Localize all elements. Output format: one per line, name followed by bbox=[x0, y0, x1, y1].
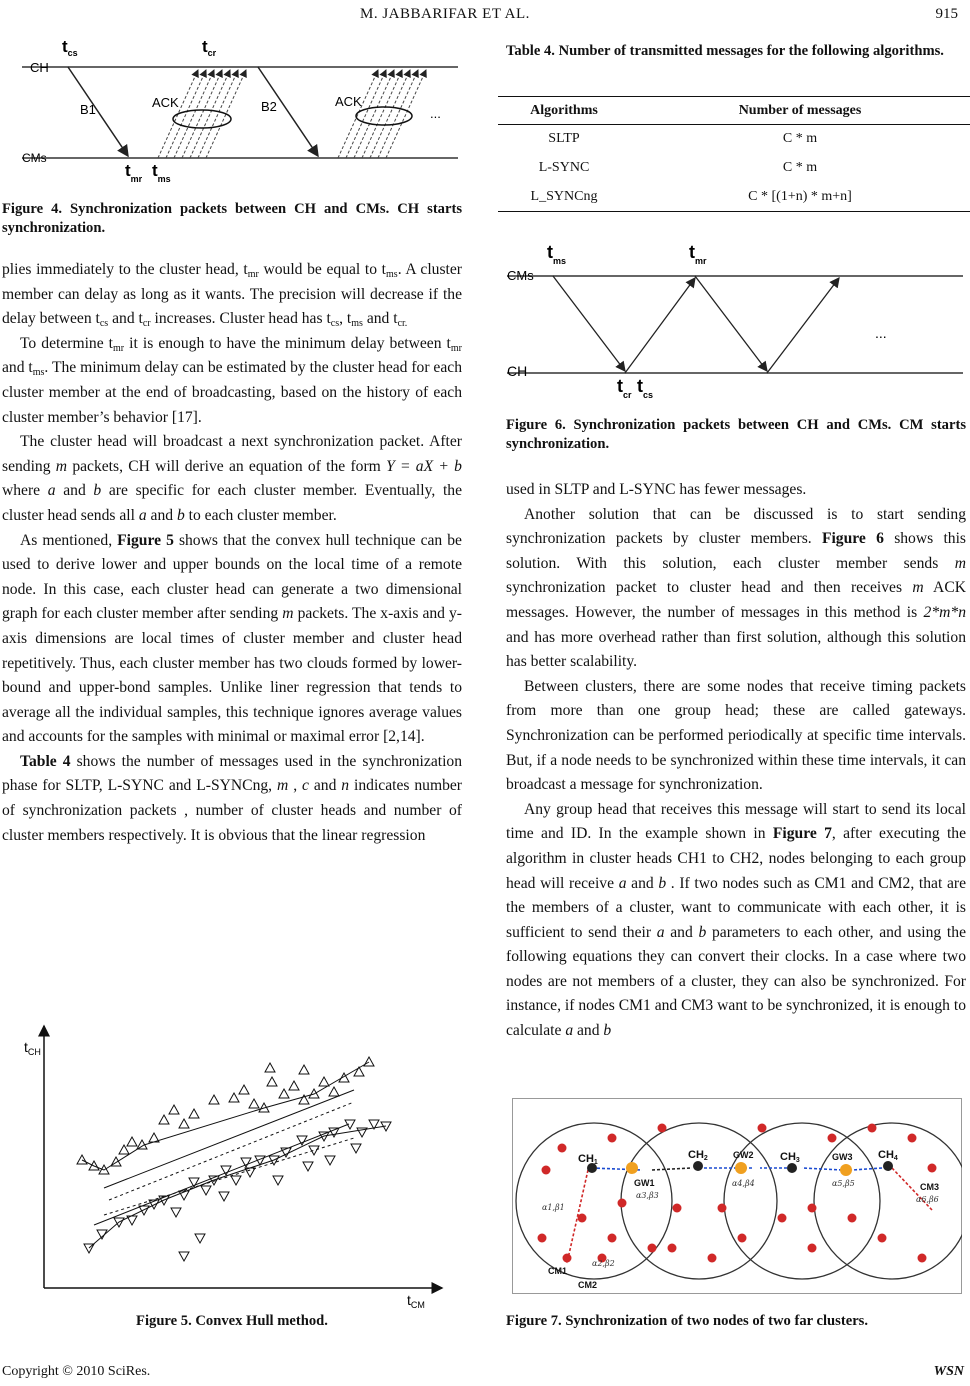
member-node-dot bbox=[608, 1134, 617, 1143]
figure-7-diagram bbox=[512, 1098, 962, 1294]
figure-4-diagram bbox=[18, 34, 463, 190]
upper-sample-marker bbox=[329, 1087, 339, 1096]
fig7-alpha-beta-4: α4,β4 bbox=[732, 1179, 755, 1188]
member-node-dot bbox=[778, 1214, 787, 1223]
running-title: M. JABBARIFAR ET AL. bbox=[360, 6, 530, 22]
lower-sample-marker bbox=[309, 1146, 319, 1155]
upper-sample-marker bbox=[209, 1095, 219, 1104]
fig7-ch3-label: CH3 bbox=[780, 1151, 800, 1164]
table-cell: C * m bbox=[782, 131, 818, 147]
member-node-dot bbox=[558, 1144, 567, 1153]
fig7-ch4-label: CH4 bbox=[878, 1149, 898, 1162]
upper-sample-marker bbox=[299, 1065, 309, 1074]
member-node-dot bbox=[608, 1234, 617, 1243]
member-node-dot bbox=[928, 1164, 937, 1173]
fig7-gw1-label: GW1 bbox=[634, 1178, 655, 1188]
lower-sample-marker bbox=[325, 1156, 335, 1165]
fig7-alpha-beta-6: α6,β6 bbox=[916, 1195, 939, 1204]
upper-sample-marker bbox=[289, 1081, 299, 1090]
member-node-dot bbox=[868, 1124, 877, 1133]
fig7-alpha-beta-2: α2,β2 bbox=[592, 1259, 615, 1268]
fig4-tmr-label: $t_{mr}$ bbox=[125, 161, 143, 184]
lower-sample-marker bbox=[195, 1234, 205, 1243]
fig4-ch-label: CH bbox=[30, 60, 49, 75]
lower-sample-marker bbox=[97, 1230, 107, 1239]
fig4-b2-label: B2 bbox=[261, 99, 277, 114]
member-node-dot bbox=[808, 1244, 817, 1253]
fig7-gw3-label: GW3 bbox=[832, 1152, 853, 1162]
member-node-dot bbox=[808, 1204, 817, 1213]
left-paragraph-3: The cluster head will broadcast a next synchronization packet. After sending m packets, CH will derive an equation of the form Y = aX + b where a and b are specific for each cluster member. Eventually, the cluster head sends all a and b to each cluster member. bbox=[2, 433, 463, 524]
fig7-ch2-label: CH2 bbox=[688, 1149, 708, 1162]
left-paragraph-4: As mentioned, Figure 5 shows that the convex hull technique can be used to derive lower and upper bounds on the local time of a remote node. In this case, each cluster head can generate a two dimensional graph for each cluster member after sending m packets. The x-axis and y-axis dimensions are local times of cluster member and cluster head repetitively. Thus, each cluster member has two clouds formed by lower-bound and upper-bond samples. Unlike liner regression that tends to average all the individual samples, this technique ignores average values and accounts for the samples with minimal or maximal error [2,14]. bbox=[2, 531, 462, 746]
fig6-cms-label: CMs bbox=[507, 268, 534, 283]
member-node-dot bbox=[618, 1199, 627, 1208]
figure-5-plot bbox=[14, 1020, 449, 1310]
member-node-dot bbox=[758, 1124, 767, 1133]
upper-sample-marker bbox=[265, 1063, 275, 1072]
table-header-algorithms: Algorithms bbox=[530, 102, 598, 118]
left-column-text bbox=[2, 258, 462, 848]
fig6-tmr-label: $t_{mr}$ bbox=[689, 242, 707, 266]
lower-sample-marker bbox=[303, 1162, 313, 1171]
table-cell: L-SYNC bbox=[538, 160, 590, 175]
fig7-alpha-beta-5: α5,β5 bbox=[832, 1179, 855, 1188]
table-row bbox=[498, 183, 970, 212]
lower-sample-marker bbox=[219, 1192, 229, 1201]
fig6-tms-label: $t_{ms}$ bbox=[547, 242, 567, 266]
lower-sample-marker bbox=[351, 1144, 361, 1153]
lower-sample-marker bbox=[201, 1186, 211, 1195]
upper-sample-marker bbox=[169, 1105, 179, 1114]
member-node-dot bbox=[878, 1234, 887, 1243]
lower-sample-marker bbox=[329, 1128, 339, 1137]
right-paragraph-3: Between clusters, there are some nodes that receive timing packets from more than one group head; these are called gateways. Synchronization can be performed periodically at specific time intervals. But, if a node needs to be synchronized within these time intervals, it can broadcast a message for synchronization. bbox=[506, 677, 966, 794]
member-node-dot bbox=[538, 1234, 547, 1243]
fig7-alpha-beta-1: α1,β1 bbox=[542, 1203, 565, 1212]
table-cell: SLTP bbox=[548, 131, 580, 147]
fig6-tcs-label: $t_{cs}$ bbox=[637, 376, 654, 400]
upper-sample-marker bbox=[239, 1085, 249, 1094]
fig6-ch-label: CH bbox=[507, 363, 528, 379]
figure-5-caption: Figure 5. Convex Hull method. bbox=[136, 1313, 328, 1329]
fig7-ch1-label: CH1 bbox=[578, 1153, 598, 1166]
upper-sample-marker bbox=[279, 1089, 289, 1098]
figure-7-caption: Figure 7. Synchronization of two nodes of two far clusters. bbox=[506, 1313, 868, 1329]
member-node-dot bbox=[908, 1134, 917, 1143]
member-node-dot bbox=[648, 1244, 657, 1253]
member-node-dot bbox=[668, 1244, 677, 1253]
member-node-dot bbox=[563, 1254, 572, 1263]
member-node-dot bbox=[578, 1214, 587, 1223]
right-column-text bbox=[506, 478, 966, 1044]
table-cell: C * m bbox=[782, 160, 818, 175]
upper-sample-marker bbox=[267, 1077, 277, 1086]
fig6-tcr-label: $t_{cr}$ bbox=[617, 376, 632, 400]
upper-sample-marker bbox=[179, 1119, 189, 1128]
fig7-cm1-label: CM1 bbox=[548, 1266, 568, 1276]
fig7-cm2-label: CM2 bbox=[578, 1280, 598, 1290]
fig4-ack2-label: ACK bbox=[335, 94, 362, 109]
member-node-dot bbox=[658, 1124, 667, 1133]
lower-sample-marker bbox=[273, 1176, 283, 1185]
table-4-caption: Table 4. Number of transmitted messages for the following algorithms. bbox=[506, 43, 944, 59]
right-paragraph-2: Another solution that can be discussed is to start sending synchronization packets by cluster members. Figure 6 shows this solution. With this solution, each cluster member sends m synchronization packet to cluster head and then receives m ACK messages. However, the number of messages in this method is 2*m*n and has more overhead rather than first solution, although this solution has better scalability. bbox=[506, 505, 966, 671]
table-4 bbox=[498, 96, 970, 212]
fig6-ellipsis: ... bbox=[875, 325, 887, 341]
fig4-cms-label: CMs bbox=[22, 151, 47, 165]
upper-sample-marker bbox=[229, 1093, 239, 1102]
member-node-dot bbox=[848, 1214, 857, 1223]
fig4-ack1-label: ACK bbox=[152, 95, 179, 110]
table-cell: C * [(1+n) * m+n] bbox=[748, 188, 852, 204]
left-paragraph-1: plies immediately to the cluster head, $t_{mr}$ would be equal to $t_{ms}$. A cluster member can delay as long as it wants. The precision will decrease if the delay between $t_{cs}$ and $t_{cr}$ increases. Cluster head has $t_{cs}$, $t_{ms}$ and $t_{cr.}$ bbox=[2, 261, 462, 330]
member-node-dot bbox=[738, 1234, 747, 1243]
table-cell: L_SYNCng bbox=[530, 188, 598, 204]
page-number: 915 bbox=[935, 6, 958, 22]
fig4-tms-label: $t_{ms}$ bbox=[152, 161, 171, 184]
fig5-y-label: $t_{CH}$ bbox=[24, 1039, 41, 1057]
upper-sample-marker bbox=[127, 1137, 137, 1146]
lower-sample-marker bbox=[139, 1206, 149, 1215]
footer-journal: WSN bbox=[933, 1364, 964, 1379]
fig7-cm3-label: CM3 bbox=[920, 1182, 940, 1192]
upper-sample-marker bbox=[189, 1109, 199, 1118]
left-paragraph-5: Table 4 shows the number of messages used in the synchronization phase for SLTP, L-SYNC and L-SYNCng, m , c and n indicates number of synchronization packets , number of cluster heads and number of cluster members respectively. It is obvious that the linear regression bbox=[2, 752, 462, 844]
left-paragraph-2: To determine $t_{mr}$ it is enough to have the minimum delay between $t_{mr}$ and $t_{ms}$. The minimum delay can be estimated by the cluster head for each cluster member at the end of broadcasting, based on the history of each cluster member’s behavior [17]. bbox=[2, 334, 462, 426]
member-node-dot bbox=[673, 1204, 682, 1213]
lower-sample-marker bbox=[231, 1176, 241, 1185]
table-header-messages: Number of messages bbox=[738, 102, 862, 118]
member-node-dot bbox=[542, 1166, 551, 1175]
figure-4-caption: Figure 4. Synchronization packets between CH and CMs. CH starts synchronization. bbox=[2, 201, 462, 236]
table-row bbox=[498, 154, 970, 183]
right-paragraph-1: used in SLTP and L-SYNC has fewer messages. bbox=[506, 481, 807, 498]
lower-sample-marker bbox=[171, 1208, 181, 1217]
footer-copyright: Copyright © 2010 SciRes. bbox=[2, 1364, 151, 1379]
upper-sample-marker bbox=[249, 1099, 259, 1108]
fig5-x-label: $t_{CM}$ bbox=[407, 1292, 425, 1310]
upper-sample-marker bbox=[159, 1115, 169, 1124]
fig4-tcr-label: $t_{cr}$ bbox=[202, 37, 217, 58]
figure-6-caption: Figure 6. Synchronization packets between CH and CMs. CM starts synchronization. bbox=[506, 417, 966, 452]
lower-sample-marker bbox=[179, 1252, 189, 1261]
member-node-dot bbox=[918, 1254, 927, 1263]
fig7-alpha-beta-3: α3,β3 bbox=[636, 1191, 659, 1200]
upper-sample-marker bbox=[77, 1155, 87, 1164]
member-node-dot bbox=[718, 1204, 727, 1213]
member-node-dot bbox=[828, 1134, 837, 1143]
upper-sample-marker bbox=[319, 1077, 329, 1086]
table-row bbox=[498, 125, 970, 154]
fig4-b1-label: B1 bbox=[80, 102, 96, 117]
figure-6-diagram bbox=[505, 236, 965, 406]
fig4-ellipsis: ... bbox=[430, 106, 441, 121]
fig7-gw2-label: GW2 bbox=[733, 1150, 754, 1160]
right-paragraph-4: Any group head that receives this message will start to send its local time and ID. In the example shown in Figure 7, after executing the algorithm in cluster heads CH1 to CH2, nodes belonging to each group head will receive a and b . If two nodes such as CM1 and CM2, that are the members of a cluster, want to communicate with each other, it is sufficient to send their a and b parameters to each other, and using the following equations they can convert their clocks. In a case where two nodes are not members of a cluster, they can also be synchronized. For instance, if nodes CM1 and CM3 want to be synchronized, it is enough to calculate a and b bbox=[506, 800, 967, 1040]
member-node-dot bbox=[708, 1254, 717, 1263]
upper-sample-marker bbox=[364, 1057, 374, 1066]
fig4-tcs-label: $t_{cs}$ bbox=[62, 37, 78, 58]
